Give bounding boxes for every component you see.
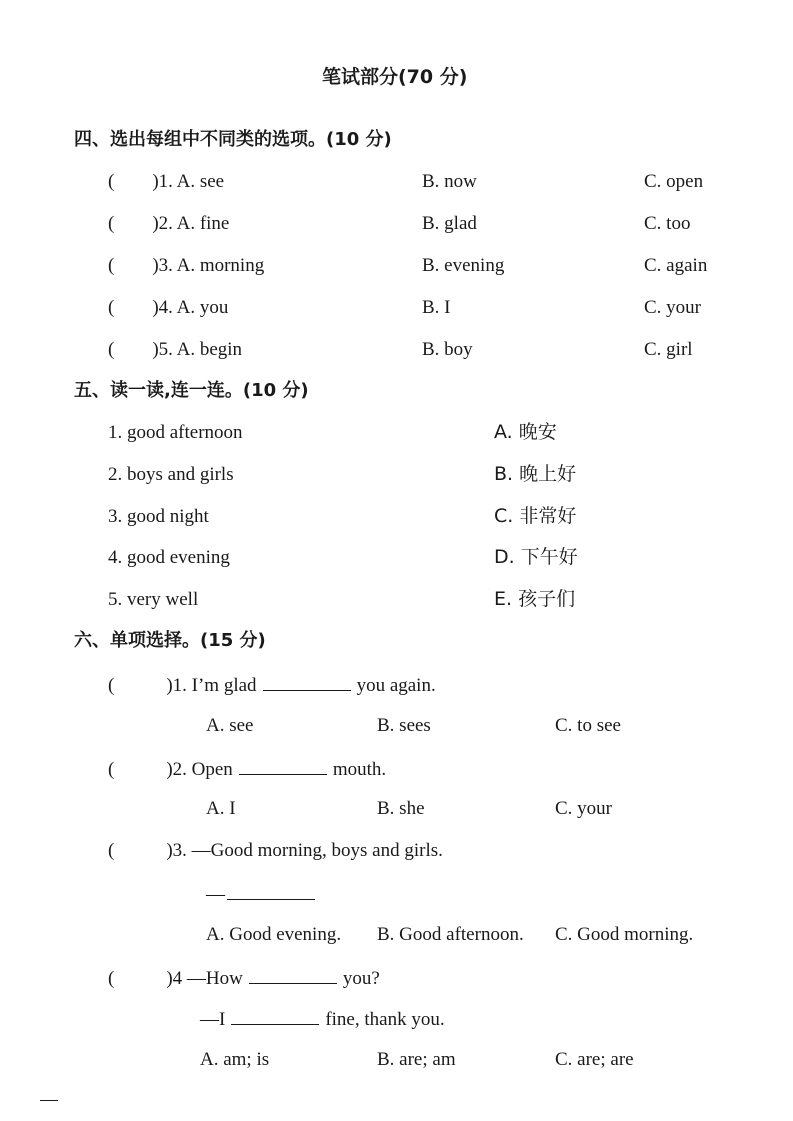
s6-q4-open-paren: ( (108, 968, 115, 989)
s6-q3-dash: — (206, 884, 225, 905)
s5-item1-cn: A. 晚安 (494, 421, 557, 443)
s6-q2-stem (108, 756, 386, 782)
s6-q3-option-a: A. Good evening. (206, 924, 342, 945)
answer-blank (263, 672, 351, 691)
s5-item3-cn: C. 非常好 (494, 505, 577, 527)
s6-q2-option-c: C. your (555, 798, 612, 819)
s6-q3-text: )3. —Good morning, boys and girls. (166, 840, 443, 861)
s6-q3-option-c: C. Good morning. (555, 924, 694, 945)
s4-q2-stem: ( )2. A. fine (108, 213, 230, 234)
s6-q4-option-a: A. am; is (200, 1049, 270, 1070)
s6-q1-stem (108, 672, 436, 698)
s6-q2-text: )2. Open (166, 759, 233, 780)
s6-q4-option-c: C. are; are (555, 1049, 634, 1070)
s4-q2-b: B. glad (422, 213, 477, 234)
s5-item1-en: 1. good afternoon (108, 422, 243, 443)
page-title: 笔试部分(70 分) (322, 66, 468, 88)
s6-q3-response (206, 881, 321, 907)
s6-q2-open-paren: ( (108, 759, 115, 780)
s6-q2-option-a: A. I (206, 798, 236, 819)
answer-blank (249, 965, 337, 984)
s5-item4-en: 4. good evening (108, 547, 230, 568)
s6-q4-after: you? (342, 968, 380, 989)
section-4-heading: 四、选出每组中不同类的选项。(10 分) (74, 129, 392, 150)
s6-q1-option-c: C. to see (555, 715, 621, 736)
s4-q1-stem: ( )1. A. see (108, 171, 225, 192)
section-6-heading: 六、单项选择。(15 分) (74, 630, 266, 651)
s5-item3-en: 3. good night (108, 506, 209, 527)
answer-blank (227, 881, 315, 900)
s6-q1-open-paren: ( (108, 675, 115, 696)
s4-q3-c: C. again (644, 255, 708, 276)
s4-q1-c: C. open (644, 171, 704, 192)
s4-q2-c: C. too (644, 213, 691, 234)
s6-q4-line2-pre: —I (200, 1009, 226, 1030)
s5-item5-en: 5. very well (108, 589, 199, 610)
s5-item2-cn: B. 晚上好 (494, 463, 577, 485)
s5-item2-en: 2. boys and girls (108, 464, 234, 485)
s6-q4-stem (108, 965, 380, 991)
s4-q3-b: B. evening (422, 255, 505, 276)
footer-divider (40, 1100, 58, 1101)
s5-item5-cn: E. 孩子们 (494, 588, 576, 610)
s6-q2-option-b: B. she (377, 798, 425, 819)
s6-q4-response (200, 1006, 445, 1032)
s4-q1-b: B. now (422, 171, 477, 192)
s4-q4-c: C. your (644, 297, 701, 318)
s4-q5-stem: ( )5. A. begin (108, 339, 243, 360)
s4-q3-stem: ( )3. A. morning (108, 255, 265, 276)
s4-q5-b: B. boy (422, 339, 473, 360)
s6-q3-option-b: B. Good afternoon. (377, 924, 524, 945)
s5-item4-cn: D. 下午好 (494, 546, 578, 568)
answer-blank (231, 1006, 319, 1025)
s4-q4-b: B. I (422, 297, 451, 318)
s4-q4-stem: ( )4. A. you (108, 297, 229, 318)
s6-q1-option-b: B. sees (377, 715, 431, 736)
s6-q1-after: you again. (356, 675, 436, 696)
s6-q2-after: mouth. (332, 759, 387, 780)
s6-q4-text: )4 —How (166, 968, 243, 989)
section-5-heading: 五、读一读,连一连。(10 分) (74, 380, 309, 401)
s6-q3-stem (108, 839, 443, 863)
s4-q5-c: C. girl (644, 339, 693, 360)
s6-q1-option-a: A. see (206, 715, 254, 736)
s6-q4-line2-after: fine, thank you. (325, 1009, 445, 1030)
s6-q1-text: )1. I’m glad (166, 675, 257, 696)
s6-q3-open-paren: ( (108, 840, 115, 861)
s6-q4-option-b: B. are; am (377, 1049, 456, 1070)
answer-blank (239, 756, 327, 775)
